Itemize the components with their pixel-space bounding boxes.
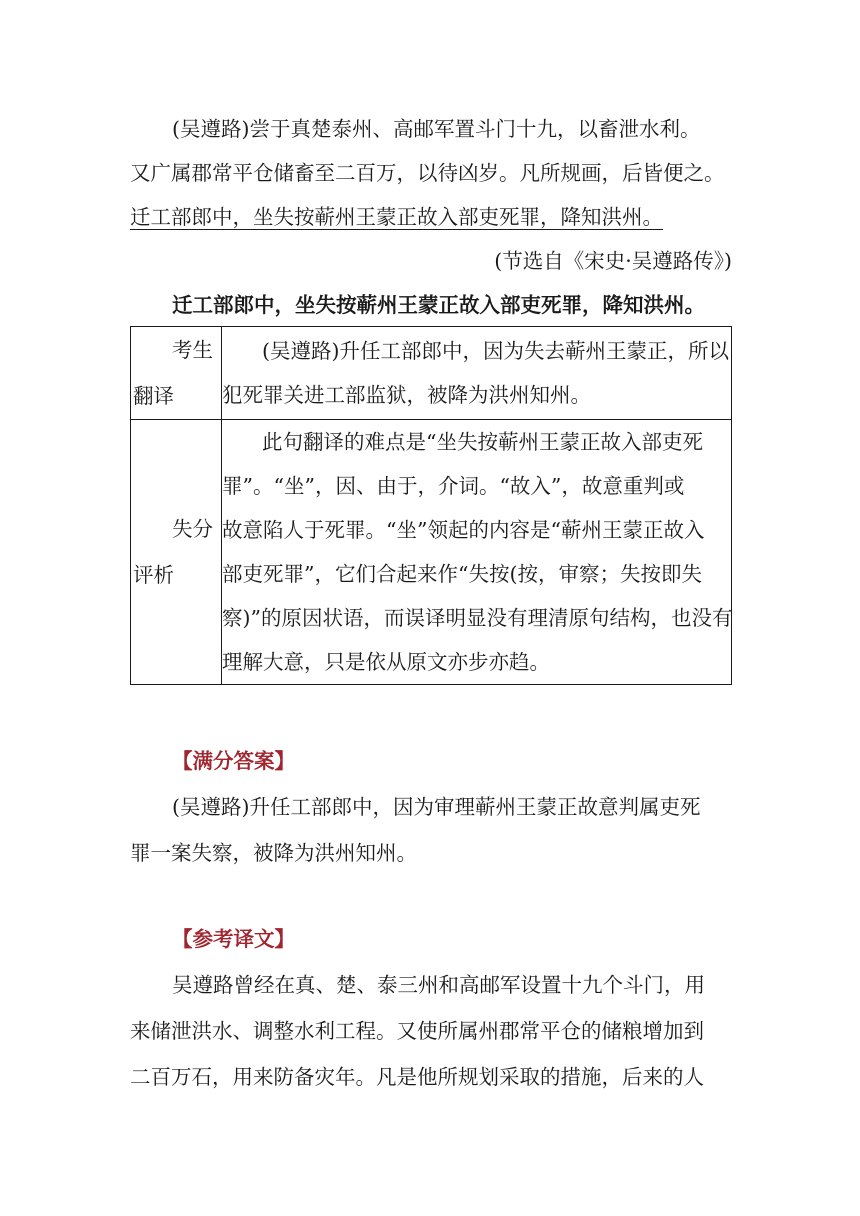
focus-sentence: 迁工部郎中，坐失按蕲州王蒙正故入部吏死罪，降知洪州。	[172, 293, 705, 317]
label-cell-error-analysis	[131, 420, 222, 685]
analysis-line: 察)”的原因状语，而误译明显没有理清原句结构，也没有	[222, 606, 733, 630]
analysis-line: 故意陷人于死罪。“坐”领起的内容是“蕲州王蒙正故入	[222, 518, 705, 542]
label-cell-student-translation	[131, 327, 222, 420]
passage-line-2: 又广属郡常平仓储畜至二百万，以待凶岁。凡所规画，后皆便之。	[130, 161, 725, 185]
student-translation-line: 犯死罪关进工部监狱，被降为洪州知州。	[222, 383, 591, 407]
reference-heading: 【参考译文】	[172, 927, 295, 951]
label-analysis-line1: 失分	[172, 517, 213, 541]
label-student-line2: 翻译	[133, 384, 174, 408]
reference-line-1: 吴遵路曾经在真、楚、泰三州和高邮军设置十九个斗门，用	[172, 973, 705, 997]
student-translation-line: (吴遵路)升任工部郎中，因为失去蕲州王蒙正，所以	[262, 339, 729, 363]
analysis-line: 此句翻译的难点是“坐失按蕲州王蒙正故入部吏死	[262, 430, 703, 454]
analysis-line: 部吏死罪”，它们合起来作“失按(按，审察；失按即失	[222, 562, 702, 586]
table-row-error-analysis	[131, 420, 732, 685]
content-cell-student-translation	[222, 327, 732, 420]
passage-underlined-sentence: 迁工部郎中，坐失按蕲州王蒙正故入部吏死罪，降知洪州。	[130, 205, 663, 229]
passage-source: (节选自《宋史·吴遵路传》)	[494, 249, 732, 273]
reference-line-2: 来储泄洪水、调整水利工程。又使所属州郡常平仓的储粮增加到	[130, 1019, 704, 1043]
table-row-student-translation	[131, 327, 732, 420]
passage-line-3-wrapper	[130, 196, 663, 238]
analysis-line: 理解大意，只是依从原文亦步亦趋。	[222, 650, 550, 674]
label-analysis-line2: 评析	[133, 563, 174, 587]
passage-line-1: (吴遵路)尝于真楚泰州、高邮军置斗门十九，以畜泄水利。	[172, 117, 701, 141]
full-answer-heading: 【满分答案】	[172, 749, 295, 773]
full-answer-line-1: (吴遵路)升任工部郎中，因为审理蕲州王蒙正故意判属吏死	[172, 795, 701, 819]
analysis-line: 罪”。“坐”，因、由于，介词。“故入”，故意重判或	[222, 474, 685, 498]
full-answer-line-2: 罪一案失察，被降为洪州知州。	[130, 841, 417, 865]
label-student-line1: 考生	[172, 338, 213, 362]
reference-line-3: 二百万石，用来防备灾年。凡是他所规划采取的措施，后来的人	[130, 1065, 704, 1089]
analysis-table	[130, 326, 732, 685]
content-cell-error-analysis	[222, 420, 732, 685]
